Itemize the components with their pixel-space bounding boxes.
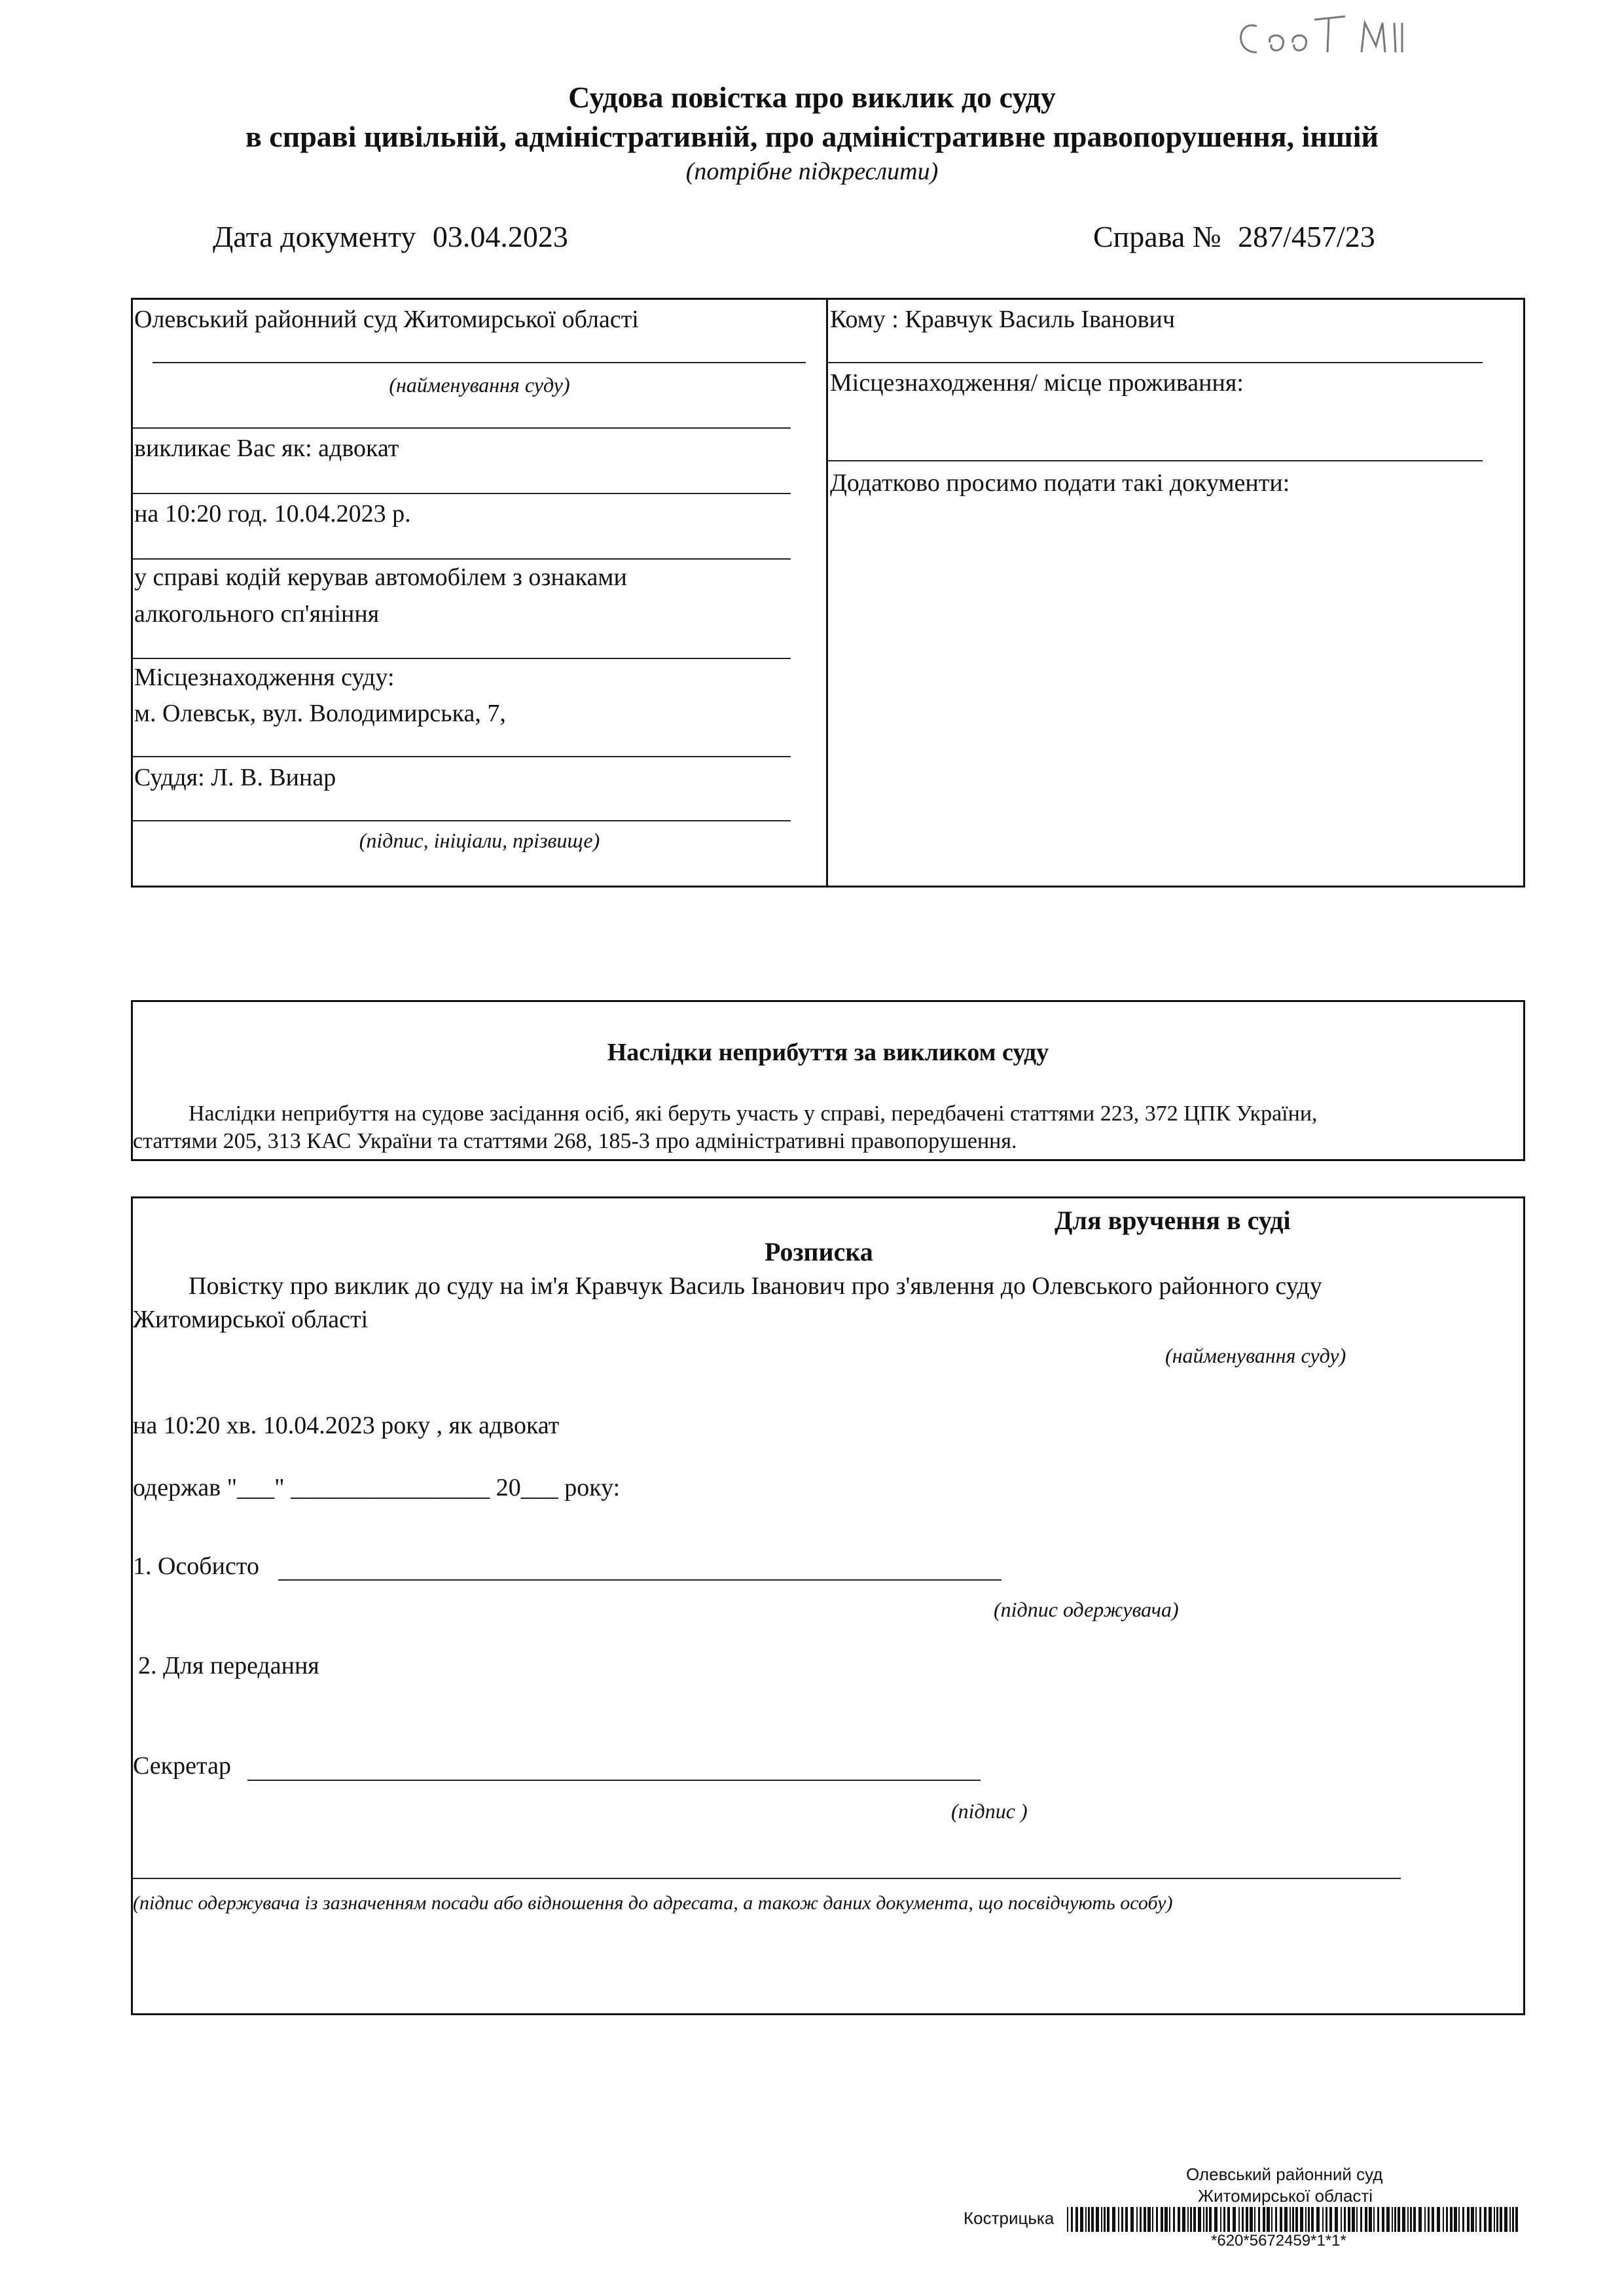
barcode-bar xyxy=(1091,2207,1094,2232)
barcode-bar xyxy=(1494,2207,1495,2232)
barcode-bar xyxy=(1169,2207,1170,2232)
barcode-bar xyxy=(1121,2207,1123,2232)
summons-divider xyxy=(826,300,828,886)
barcode-bar xyxy=(1263,2207,1265,2232)
barcode-bar xyxy=(1104,2207,1106,2232)
received-date-line: одержав "___" ________________ 20___ року: xyxy=(133,1474,621,1501)
barcode-bar xyxy=(1223,2207,1225,2232)
court-location-label: Місцезнаходження суду: xyxy=(134,664,395,691)
calls-as: викликає Вас як: адвокат xyxy=(134,435,399,462)
barcode-bar xyxy=(1398,2207,1400,2232)
case-label: Справа № xyxy=(1093,220,1221,253)
handwritten-note xyxy=(1231,7,1440,65)
barcode-bar xyxy=(1360,2207,1362,2232)
barcode-bar xyxy=(1392,2207,1393,2232)
barcode-bar xyxy=(1250,2207,1253,2232)
receipt-line-2: Житомирської області xyxy=(133,1306,369,1333)
recipient-name: Кому : Кравчук Василь Іванович xyxy=(830,306,1176,333)
barcode-bar xyxy=(1107,2207,1110,2232)
barcode-bar xyxy=(1220,2207,1221,2232)
barcode-bar xyxy=(1394,2207,1396,2232)
secretary-signature-caption: (підпис ) xyxy=(951,1799,1028,1823)
barcode-bar xyxy=(1382,2207,1384,2232)
barcode-bar xyxy=(1308,2207,1310,2232)
barcode-bar xyxy=(1136,2207,1138,2232)
barcode-bar xyxy=(1284,2207,1288,2232)
barcode-bar xyxy=(1462,2207,1464,2232)
barcode-bar xyxy=(1182,2207,1185,2232)
barcode-bar xyxy=(1295,2207,1298,2232)
court-name: Олевський районний суд Житомирської області xyxy=(134,306,639,333)
secretary-label: Секретар xyxy=(133,1752,231,1780)
hearing-time: на 10:20 год. 10.04.2023 р. xyxy=(134,500,411,528)
barcode-bar xyxy=(1075,2207,1078,2232)
barcode-bar xyxy=(1341,2207,1342,2232)
barcode-bar xyxy=(1187,2207,1189,2232)
barcode-bar xyxy=(1489,2207,1492,2232)
barcode-bar xyxy=(1227,2207,1230,2232)
barcode-bar xyxy=(1130,2207,1134,2232)
document-title-line2: в справі цивільній, адміністративній, про адміністративне правопорушення, іншій xyxy=(245,120,1379,153)
barcode-bar xyxy=(1413,2207,1416,2232)
barcode-bar xyxy=(1512,2207,1514,2232)
barcode-bar xyxy=(1242,2207,1244,2232)
barcode-bar xyxy=(1377,2207,1379,2232)
barcode-bar xyxy=(1071,2207,1073,2232)
receipt-court-caption: (найменування суду) xyxy=(1165,1344,1346,1367)
document-date xyxy=(213,219,568,254)
barcode-bar xyxy=(1258,2207,1260,2232)
personal-label: 1. Особисто xyxy=(133,1552,259,1580)
barcode-bar xyxy=(1271,2207,1272,2232)
judge-name: Суддя: Л. В. Винар xyxy=(134,764,336,791)
row-line-3 xyxy=(133,558,791,560)
barcode-bar xyxy=(1275,2207,1277,2232)
barcode-bar xyxy=(1164,2207,1168,2232)
barcode-bar xyxy=(1096,2207,1099,2232)
barcode-bar xyxy=(1500,2207,1502,2232)
case-description-1: у справі кодій керував автомобілем з ознаками xyxy=(134,564,627,591)
barcode-bar xyxy=(1190,2207,1192,2232)
residence-line xyxy=(828,460,1483,461)
barcode-bar xyxy=(1209,2207,1212,2232)
barcode-bar xyxy=(1214,2207,1218,2232)
barcode-bar xyxy=(1369,2207,1372,2232)
receipt-line-1: Повістку про виклик до суду на ім'я Кравчук Василь Іванович про з'явлення до Олевського районного суду xyxy=(189,1272,1322,1300)
recipient-line xyxy=(828,362,1483,363)
document-title: Судова повістка про виклик до суду xyxy=(568,81,1056,114)
barcode-bar xyxy=(1112,2207,1115,2232)
receipt-box xyxy=(131,1196,1525,2015)
barcode-bar xyxy=(1344,2207,1346,2232)
barcode-bar xyxy=(1193,2207,1196,2232)
barcode-bar xyxy=(1140,2207,1142,2232)
barcode-bar xyxy=(1300,2207,1303,2232)
barcode-bar xyxy=(1454,2207,1457,2232)
barcode-bar xyxy=(1428,2207,1430,2232)
footer-court-line1: Олевський районний суд xyxy=(1186,2164,1383,2184)
barcode-bar xyxy=(1152,2207,1153,2232)
barcode-bar xyxy=(1475,2207,1477,2232)
row-line-6 xyxy=(133,820,791,821)
barcode-bar xyxy=(1238,2207,1240,2232)
consequences-title: Наслідки неприбуття за викликом суду xyxy=(607,1039,1049,1066)
barcode-bar xyxy=(1348,2207,1350,2232)
barcode-text: *620*5672459*1*1* xyxy=(1211,2232,1346,2250)
date-label: Дата документу xyxy=(213,220,416,253)
barcode-bar xyxy=(1471,2207,1474,2232)
barcode-bar xyxy=(1458,2207,1460,2232)
barcode-bar xyxy=(1479,2207,1481,2232)
court-name-line xyxy=(153,362,806,363)
barcode-bar xyxy=(1144,2207,1146,2232)
row-line-4 xyxy=(133,658,791,659)
barcode-bar xyxy=(1443,2207,1444,2232)
row-line-5 xyxy=(133,756,791,757)
barcode-bar xyxy=(1515,2207,1518,2232)
barcode-bar xyxy=(1080,2207,1083,2232)
documents-label: Додатково просимо подати такі документи: xyxy=(830,469,1290,497)
barcode-bar xyxy=(1446,2207,1448,2232)
barcode-bar xyxy=(1432,2207,1434,2232)
recipient-signature-caption: (підпис одержувача) xyxy=(994,1598,1179,1621)
barcode-bar xyxy=(1424,2207,1426,2232)
barcode-bar xyxy=(1101,2207,1102,2232)
barcode-bar xyxy=(1356,2207,1358,2232)
barcode-bar xyxy=(1410,2207,1412,2232)
judge-signature-caption: (підпис, ініціали, прізвище) xyxy=(359,829,600,852)
consequences-text-1: Наслідки неприбуття на судове засідання осіб, які беруть участь у справі, передбачені статтями 223, 372 ЦПК України, xyxy=(189,1102,1318,1126)
bottom-signature-line xyxy=(133,1878,1401,1879)
barcode-bar xyxy=(1203,2207,1204,2232)
row-line-2 xyxy=(133,493,791,494)
date-value: 03.04.2023 xyxy=(432,220,568,253)
barcode-bar xyxy=(1254,2207,1255,2232)
barcode-bar xyxy=(1311,2207,1314,2232)
case-number xyxy=(1093,219,1375,254)
barcode-bar xyxy=(1322,2207,1324,2232)
row-line-1 xyxy=(133,427,791,429)
barcode-bar xyxy=(1496,2207,1498,2232)
summons-box xyxy=(131,298,1525,888)
receipt-time: на 10:20 хв. 10.04.2023 року , як адвокат xyxy=(133,1412,560,1439)
barcode-bar xyxy=(1402,2207,1405,2232)
bottom-caption: (підпис одержувача із зазначенням посади або відношення до адресата, а також даних документа, що посвідчують особу) xyxy=(133,1892,1173,1914)
barcode-bar xyxy=(1178,2207,1180,2232)
barcode-bar xyxy=(1373,2207,1375,2232)
court-name-caption: (найменування суду) xyxy=(389,373,570,397)
barcode-bar xyxy=(1067,2207,1068,2232)
barcode-bar xyxy=(1386,2207,1390,2232)
footer-court-line2: Житомирської області xyxy=(1198,2186,1373,2206)
barcode-bar xyxy=(1509,2207,1511,2232)
case-description-2: алкогольного сп'яніння xyxy=(134,600,380,628)
barcode-bar xyxy=(1352,2207,1355,2232)
for-court-label: Для вручення в суді xyxy=(1055,1206,1291,1235)
barcode-bar xyxy=(1316,2207,1320,2232)
barcode-bar xyxy=(1173,2207,1175,2232)
barcode-bar xyxy=(1326,2207,1327,2232)
barcode-bar xyxy=(1088,2207,1090,2232)
court-location-value: м. Олевськ, вул. Володимирська, 7, xyxy=(134,700,506,727)
barcode xyxy=(1067,2207,1519,2232)
secretary-signature-line xyxy=(247,1780,981,1781)
barcode-bar xyxy=(1504,2207,1507,2232)
barcode-bar xyxy=(1206,2207,1208,2232)
consequences-text-2: статтями 205, 313 КАС України та статтями 268, 185-3 про адміністративні правопорушення. xyxy=(133,1129,1017,1153)
barcode-bar xyxy=(1267,2207,1270,2232)
barcode-bar xyxy=(1329,2207,1332,2232)
document-subtitle: (потрібне підкреслити) xyxy=(685,158,939,185)
barcode-bar xyxy=(1418,2207,1422,2232)
barcode-bar xyxy=(1484,2207,1487,2232)
barcode-bar xyxy=(1467,2207,1470,2232)
barcode-bar xyxy=(1125,2207,1128,2232)
barcode-bar xyxy=(1437,2207,1440,2232)
transfer-label: 2. Для передання xyxy=(138,1652,319,1679)
barcode-bar xyxy=(1305,2207,1307,2232)
personal-signature-line xyxy=(278,1579,1001,1581)
receipt-title: Розписка xyxy=(765,1237,873,1266)
barcode-bar xyxy=(1233,2207,1236,2232)
barcode-bar xyxy=(1085,2207,1087,2232)
footer-clerk: Кострицька xyxy=(964,2208,1055,2228)
barcode-bar xyxy=(1290,2207,1291,2232)
barcode-bar xyxy=(1407,2207,1409,2232)
barcode-bar xyxy=(1292,2207,1294,2232)
barcode-bar xyxy=(1246,2207,1248,2232)
barcode-bar xyxy=(1335,2207,1338,2232)
barcode-bar xyxy=(1156,2207,1158,2232)
barcode-bar xyxy=(1147,2207,1151,2232)
residence-label: Місцезнаходження/ місце проживання: xyxy=(830,369,1244,397)
barcode-bar xyxy=(1161,2207,1163,2232)
case-value: 287/457/23 xyxy=(1238,220,1375,253)
consequences-box xyxy=(131,1000,1525,1161)
barcode-bar xyxy=(1280,2207,1282,2232)
barcode-bar xyxy=(1365,2207,1367,2232)
barcode-bar xyxy=(1450,2207,1453,2232)
barcode-bar xyxy=(1198,2207,1201,2232)
barcode-bar xyxy=(1118,2207,1119,2232)
